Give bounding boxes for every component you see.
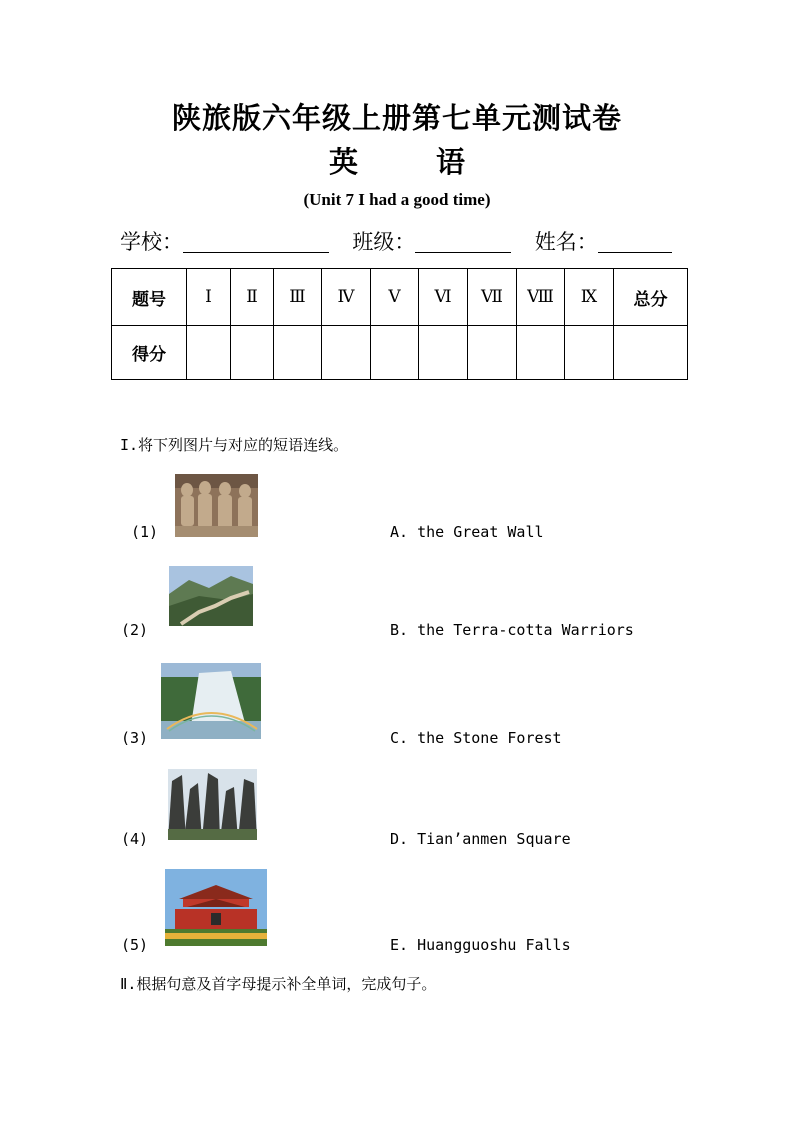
total-score-cell[interactable] bbox=[614, 326, 688, 380]
score-cell[interactable] bbox=[565, 326, 614, 380]
option-c: C. the Stone Forest bbox=[390, 729, 562, 747]
item-number: (1) bbox=[131, 523, 159, 541]
col-8: Ⅷ bbox=[517, 269, 565, 326]
item-number: (4) bbox=[121, 830, 149, 848]
col-9: Ⅸ bbox=[565, 269, 614, 326]
option-a: A. the Great Wall bbox=[390, 523, 544, 541]
option-b: B. the Terra-cotta Warriors bbox=[390, 621, 634, 639]
score-cell[interactable] bbox=[231, 326, 274, 380]
question-number-label: 题号 bbox=[112, 269, 187, 326]
waterfall-image bbox=[161, 663, 261, 739]
class-label: 班级： bbox=[352, 230, 416, 254]
item-number: (3) bbox=[121, 729, 149, 747]
tiananmen-image bbox=[165, 869, 267, 946]
col-7: Ⅶ bbox=[468, 269, 517, 326]
school-blank[interactable] bbox=[183, 230, 329, 253]
name-blank[interactable] bbox=[598, 230, 672, 253]
option-e: E. Huangguoshu Falls bbox=[390, 936, 571, 954]
score-table-score-row bbox=[112, 326, 688, 380]
col-6: Ⅵ bbox=[419, 269, 468, 326]
score-table bbox=[111, 268, 688, 380]
score-cell[interactable] bbox=[468, 326, 517, 380]
item-number: (5) bbox=[121, 936, 149, 954]
score-cell[interactable] bbox=[517, 326, 565, 380]
stone-forest-image bbox=[168, 769, 257, 840]
school-label: 学校： bbox=[120, 230, 183, 254]
total-label: 总分 bbox=[614, 269, 688, 326]
item-number: (2) bbox=[121, 621, 149, 639]
col-2: Ⅱ bbox=[231, 269, 274, 326]
great-wall-image bbox=[169, 566, 253, 626]
student-info-line bbox=[120, 226, 672, 256]
col-4: Ⅳ bbox=[322, 269, 371, 326]
score-cell[interactable] bbox=[274, 326, 322, 380]
score-cell[interactable] bbox=[187, 326, 231, 380]
section2-heading: Ⅱ.根据句意及首字母提示补全单词，完成句子。 bbox=[120, 975, 437, 993]
score-cell[interactable] bbox=[419, 326, 468, 380]
score-cell[interactable] bbox=[322, 326, 371, 380]
terra-cotta-warriors-image bbox=[175, 474, 258, 537]
col-5: Ⅴ bbox=[371, 269, 419, 326]
name-label: 姓名： bbox=[534, 230, 598, 254]
class-blank[interactable] bbox=[415, 230, 511, 253]
score-cell[interactable] bbox=[371, 326, 419, 380]
subject-title: 英 语 bbox=[328, 145, 500, 179]
score-table-header-row bbox=[112, 269, 688, 326]
page-title: 陕旅版六年级上册第七单元测试卷 bbox=[171, 101, 622, 135]
col-1: Ⅰ bbox=[187, 269, 231, 326]
option-d: D. Tian’anmen Square bbox=[390, 830, 571, 848]
score-label: 得分 bbox=[112, 326, 187, 380]
unit-subtitle: (Unit 7 I had a good time) bbox=[303, 190, 491, 209]
col-3: Ⅲ bbox=[274, 269, 322, 326]
section1-heading: I.将下列图片与对应的短语连线。 bbox=[120, 436, 349, 454]
